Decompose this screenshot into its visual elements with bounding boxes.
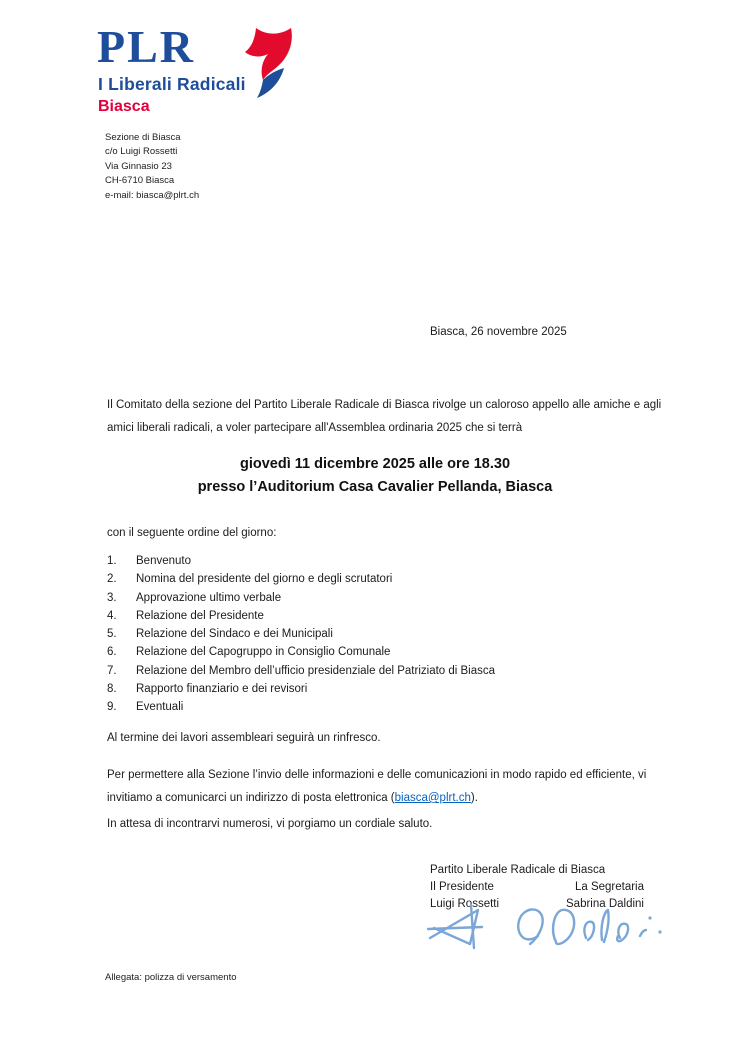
intro-paragraph: Il Comitato della sezione del Partito Liberale Radicale di Biasca rivolge un caloroso appello alle amiche e agli amici liberali radicali, a voler partecipare all'Assemblea ordinaria 2025 che si terrà: [107, 399, 662, 434]
agenda-item-number: 8.: [107, 683, 117, 696]
agenda-item-text: Relazione del Sindaco e dei Municipali: [136, 628, 333, 641]
signature-roles-row: [430, 879, 644, 896]
agenda-item-number: 3.: [107, 591, 117, 604]
sender-address-block: [105, 131, 199, 203]
agenda-item-text: Nomina del presidente del giorno e degli scrutatori: [136, 573, 393, 586]
agenda-item: [107, 610, 495, 628]
closing-paragraph: In attesa di incontrarvi numerosi, vi porgiamo un cordiale saluto.: [107, 818, 433, 830]
president-name: Luigi Rossetti: [430, 897, 500, 910]
plr-logo-subtitle: I Liberali Radicali: [98, 74, 246, 94]
agenda-item-number: 5.: [107, 628, 117, 641]
agenda-intro: con il seguente ordine del giorno:: [107, 527, 277, 539]
event-venue-line: presso l’Auditorium Casa Cavalier Pellanda, Biasca: [197, 479, 553, 495]
agenda-item-text: Eventuali: [136, 701, 184, 714]
agenda-item: [107, 701, 495, 719]
secretary-handwritten-signature: [512, 902, 664, 958]
president-handwritten-signature: [424, 898, 502, 960]
agenda-item-text: Relazione del Membro dell’ufficio presidenziale del Patriziato di Biasca: [136, 664, 496, 677]
email-link[interactable]: biasca@plrt.ch: [394, 792, 471, 804]
agenda-item-number: 7.: [107, 664, 117, 677]
email-paragraph-text-end: ).: [470, 792, 478, 804]
agenda-item-number: 6.: [107, 646, 117, 659]
attachment-note: Allegata: polizza di versamento: [105, 972, 237, 983]
signature-org: Partito Liberale Radicale di Biasca: [430, 864, 606, 876]
sender-line: c/o Luigi Rossetti: [105, 146, 178, 158]
agenda-item: [107, 555, 495, 573]
agenda-item-text: Approvazione ultimo verbale: [136, 591, 282, 604]
agenda-item: [107, 646, 495, 664]
agenda-item: [107, 628, 495, 646]
dateline: Biasca, 26 novembre 2025: [430, 326, 567, 338]
email-request-paragraph: [107, 764, 689, 810]
agenda-item: [107, 665, 495, 683]
agenda-item-number: 4.: [107, 609, 117, 622]
sender-email-line: e-mail: biasca@plrt.ch: [105, 189, 200, 201]
agenda-item-text: Relazione del Capogruppo in Consiglio Comunale: [136, 646, 391, 659]
agenda-item-number: 2.: [107, 573, 117, 586]
event-announcement: [0, 453, 750, 499]
refreshment-paragraph: Al termine dei lavori assembleari seguirà un rinfresco.: [107, 732, 381, 744]
agenda-item: [107, 573, 495, 591]
secretary-role-label: La Segretaria: [574, 880, 644, 893]
agenda-list: [107, 555, 495, 720]
secretary-name: Sabrina Daldini: [566, 897, 644, 910]
email-paragraph-text: Per permettere alla Sezione l’invio delle informazioni e delle comunicazioni in modo rapido ed efficiente, vi invitiamo a comunicarci un indirizzo di posta elettronica (: [107, 769, 647, 804]
agenda-item-text: Relazione del Presidente: [136, 609, 264, 622]
agenda-item-number: 9.: [107, 701, 117, 714]
agenda-item: [107, 683, 495, 701]
agenda-item-text: Benvenuto: [136, 555, 191, 567]
event-date-line: giovedì 11 dicembre 2025 alle ore 18.30: [239, 456, 511, 472]
plr-logo-acronym: PLR: [97, 21, 195, 72]
president-role-label: Il Presidente: [430, 880, 494, 893]
sender-line: CH-6710 Biasca: [105, 175, 175, 187]
agenda-item-text: Rapporto finanziario e dei revisori: [136, 683, 308, 696]
sender-line: Via Ginnasio 23: [105, 160, 172, 172]
agenda-item-number: 1.: [107, 555, 117, 567]
plr-logo-section: Biasca: [98, 98, 150, 115]
agenda-item: [107, 592, 495, 610]
sender-line: Sezione di Biasca: [105, 132, 181, 143]
